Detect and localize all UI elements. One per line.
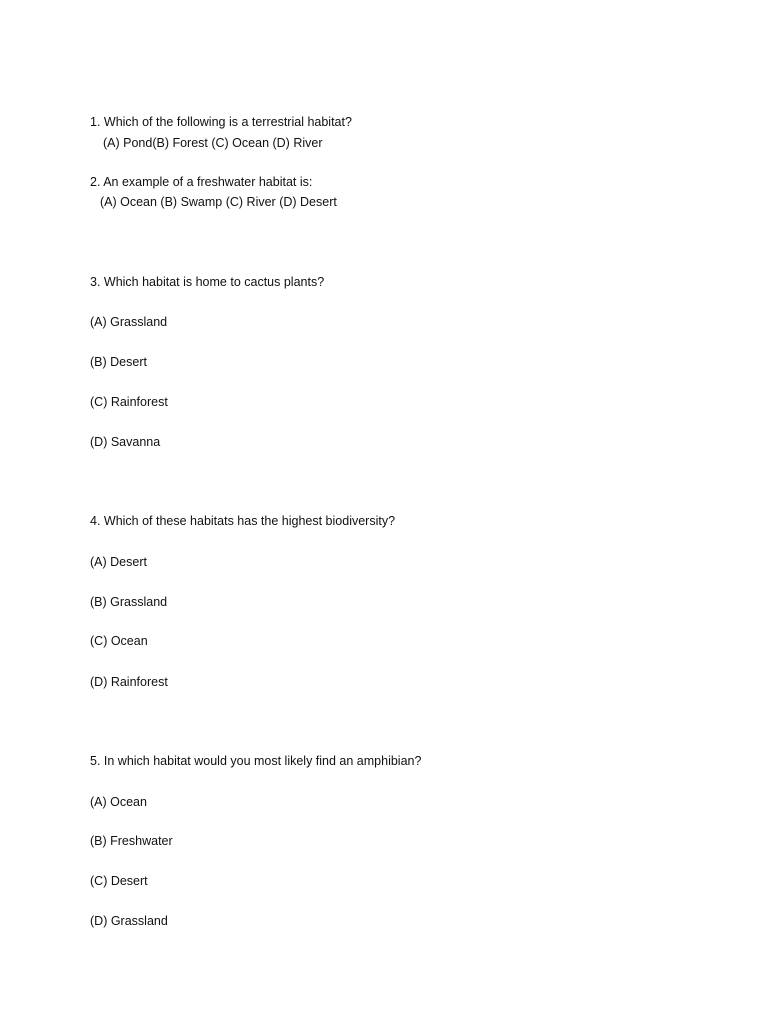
question-3-option-d: (D) Savanna — [90, 435, 161, 449]
question-1-options: (A) Pond(B) Forest (C) Ocean (D) River — [103, 136, 323, 150]
question-3-option-a: (A) Grassland — [90, 315, 168, 329]
question-1-text: 1. Which of the following is a terrestrial habitat? — [90, 115, 352, 129]
question-5-option-d: (D) Grassland — [90, 914, 168, 928]
question-3-text: 3. Which habitat is home to cactus plants? — [90, 275, 325, 289]
question-4-option-b: (B) Grassland — [90, 595, 168, 609]
question-3-option-c: (C) Rainforest — [90, 395, 168, 409]
question-4-option-c: (C) Ocean — [90, 634, 148, 648]
question-4-option-d: (D) Rainforest — [90, 675, 168, 689]
question-2-options: (A) Ocean (B) Swamp (C) River (D) Desert — [100, 195, 337, 209]
question-4-option-a: (A) Desert — [90, 555, 147, 569]
question-3-option-b: (B) Desert — [90, 355, 147, 369]
question-5-option-c: (C) Desert — [90, 874, 148, 888]
question-5-option-b: (B) Freshwater — [90, 834, 173, 848]
question-2-text: 2. An example of a freshwater habitat is: — [90, 175, 313, 189]
question-4-text: 4. Which of these habitats has the highest biodiversity? — [90, 514, 396, 528]
question-5-text: 5. In which habitat would you most likely find an amphibian? — [90, 754, 422, 768]
question-5-option-a: (A) Ocean — [90, 795, 147, 809]
